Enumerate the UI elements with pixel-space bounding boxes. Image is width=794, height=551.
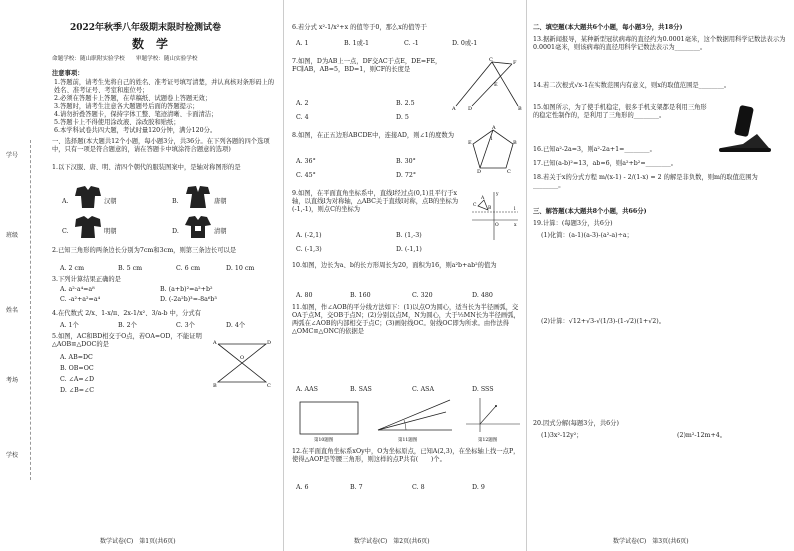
exam-page-1 — [0, 0, 283, 551]
phone-stand-icon — [713, 104, 777, 154]
binding-side-labels — [4, 150, 44, 470]
fig7-label: B — [518, 106, 522, 112]
q8-pentagon-figure — [470, 126, 516, 174]
fig5-label: C — [267, 383, 271, 389]
q7-option-a: A. 2 — [296, 100, 309, 107]
fig8-label: 1 — [490, 137, 493, 142]
q5-option-b: B. OB=OC — [60, 365, 94, 372]
fig9-label: l — [514, 207, 516, 212]
figure-caption: 第12题图 — [478, 438, 498, 443]
q2-option-a: A. 2 cm — [60, 265, 85, 272]
side-label-name: 姓名 — [6, 307, 19, 314]
q9-option-b: B. (1,-3) — [396, 232, 422, 239]
q1-option-c-label: 明朝 — [104, 228, 117, 235]
figure-caption: 第11题图 — [398, 438, 418, 443]
note-item: 6.本学科试卷共四大题，考试时量120分钟，满分120分。 — [54, 127, 217, 134]
section-1-heading: 一、选择题(本大题共12个小题，每小题3分，共36分。在下列各题的四个选项中，只有一项是符合题意的，请在答题卡中填涂符合题意的选项) — [52, 138, 270, 153]
q6-option-a: A. 1 — [296, 40, 309, 47]
fig8-label: D — [477, 169, 482, 175]
question-18: 18.若关于x的分式方程 m/(x-1) - 2/(1-x) = 2 的解是非负数，则m的取值范围为________。 — [533, 174, 758, 189]
q8-option-b: B. 30° — [396, 158, 416, 165]
q10-option-d: D. 480 — [472, 292, 493, 299]
fig7-label: A — [452, 106, 456, 112]
fig5-label: D — [267, 340, 272, 346]
q2-option-b: B. 5 cm — [118, 265, 143, 272]
fig5-label: A — [213, 340, 217, 346]
q11-option-b: B. SAS — [350, 386, 372, 393]
q5-option-d: D. ∠B=∠C — [60, 387, 95, 394]
question-12: 12.在平面直角坐标系xOy中，O为坐标原点，已知A(2,3)，在坐标轴上找一点P，使得△AOP是等腰三角形，则这样的点P共有( )个。 — [292, 448, 520, 463]
qing-robe-icon — [184, 214, 212, 240]
fig9-label: O — [495, 223, 499, 228]
question-14: 14.若二次根式√x-1在实数范围内有意义，则x的取值范围是________。 — [533, 82, 731, 89]
q5-option-a: A. AB=DC — [60, 354, 93, 361]
q9-option-d: D. (-1,1) — [396, 246, 422, 253]
ming-robe-icon — [74, 214, 102, 240]
q8-option-c: C. 45° — [296, 172, 316, 179]
question-10: 10.如图，边长为a、b的长方形周长为20，面积为16，则a²b+ab²的值为 — [292, 262, 497, 269]
fig7-label: E — [494, 82, 498, 88]
fig9-label: B — [488, 206, 492, 211]
question-20-part-1: (1)3x²-12y²； — [541, 432, 583, 439]
q8-option-d: D. 72° — [396, 172, 416, 179]
q3-option-b: B. (a+b)²=a²+b² — [160, 286, 213, 293]
note-item: 1.答题前，请考生先将自己的姓名、准考证号填写清楚，并认真核对条形码上的姓名、准考证号、考室和座位号； — [54, 79, 275, 94]
q4-option-a: A. 1个 — [60, 322, 79, 329]
q9-coordinate-figure — [470, 190, 520, 242]
question-20-part-2: (2)m²-12m+4。 — [677, 432, 727, 439]
q6-option-d: D. 0或-1 — [452, 40, 478, 47]
q3-option-d: D. (-2a²b)³=-8a⁶b³ — [160, 296, 217, 303]
q1-option-c-letter: C. — [62, 228, 69, 235]
q12-option-b: B. 7 — [350, 484, 363, 491]
exam-title: 2022年秋季八年级期末限时检测试卷 — [70, 23, 222, 33]
q1-option-d-letter: D. — [172, 228, 179, 235]
q12-option-a: A. 6 — [296, 484, 309, 491]
fig7-label: F — [513, 60, 517, 66]
question-16: 16.已知a²-2a=3，则a²-2a+1=________。 — [533, 146, 656, 153]
q11-angle-bisector-figure — [374, 396, 454, 442]
fig5-label: B — [213, 383, 217, 389]
page-3-footer: 数学试卷(C) 第3页(共6页) — [613, 538, 689, 545]
q4-option-d: D. 4个 — [226, 322, 246, 329]
fig8-label: A — [492, 125, 496, 131]
question-6: 6.若分式 x²-1/x²+x 的值等于0，那么x的值等于 — [292, 24, 427, 31]
q1-option-b-letter: B. — [172, 198, 179, 205]
q10-option-c: C. 320 — [412, 292, 433, 299]
section-3-heading: 三、解答题(本大题共8个小题，共66分) — [533, 208, 647, 215]
exam-page-3 — [526, 0, 794, 551]
fig8-label: B — [513, 140, 517, 146]
fig9-label: x — [514, 223, 517, 228]
q7-option-c: C. 4 — [296, 114, 309, 121]
question-1: 1.以下汉服、唐、明、清四个朝代的服装图案中，是轴对称图形的是 — [52, 164, 241, 171]
page-2-footer: 数学试卷(C) 第2页(共6页) — [354, 538, 430, 545]
q6-option-c: C. -1 — [404, 40, 419, 47]
fig9-label: y — [496, 192, 499, 197]
question-19-part-2: (2)计算：√12+√3-√(1/3)-(1-√2)(1+√2)。 — [541, 318, 666, 325]
side-label-student-id: 学号 — [6, 152, 19, 159]
q3-option-c: C. -a²+a²=a⁴ — [60, 296, 101, 303]
question-4: 4.在代数式 2/x、1-x/π、2x-1/x²、3/a-b 中，分式有 — [52, 310, 202, 317]
q1-option-d-label: 清朝 — [214, 228, 227, 235]
q2-option-c: C. 6 cm — [176, 265, 201, 272]
note-item: 4.请勿折叠答题卡，保持字体工整、笔迹清晰、卡面清洁； — [54, 111, 218, 118]
q10-option-b: B. 160 — [350, 292, 371, 299]
q11-option-d: D. SSS — [472, 386, 494, 393]
author-line: 命题学校：随山职附实验学校 审题学校：随山实验学校 — [52, 56, 198, 62]
side-label-school: 学校 — [6, 452, 19, 459]
q5-crossed-triangles-figure — [212, 338, 272, 388]
q9-option-a: A. (-2,1) — [296, 232, 322, 239]
han-robe-icon — [74, 184, 102, 210]
q6-option-b: B. 1或-1 — [344, 40, 370, 47]
q4-option-c: C. 3个 — [176, 322, 195, 329]
q1-option-b-label: 唐朝 — [214, 198, 227, 205]
question-17: 17.已知(a-b)²=13，ab=6，则a²+b²=________。 — [533, 160, 678, 167]
q1-option-a-letter: A. — [62, 198, 69, 205]
note-item: 5.答题卡上不得使用涂改液、涂改胶和贴纸； — [54, 119, 180, 126]
fig5-label: O — [240, 355, 245, 361]
section-2-heading: 二、填空题(本大题共6个小题，每小题3分，共18分) — [533, 24, 683, 31]
q2-option-d: D. 10 cm — [226, 265, 255, 272]
fig9-label: C — [473, 203, 477, 208]
q10-rectangle-figure — [296, 398, 362, 442]
subject-title: 数 学 — [132, 37, 169, 51]
q11-option-c: C. ASA — [412, 386, 435, 393]
fig9-label: A — [481, 196, 485, 201]
fig8-label: E — [468, 140, 472, 146]
q3-option-a: A. a²·a⁴=a⁸ — [60, 286, 95, 293]
figure-caption: 第10题图 — [314, 438, 334, 443]
question-13: 13.据新闻报导，某种新型冠状病毒的直径约为0.0001毫米，这个数据用科学记数法表示为0.0001毫米，则该病毒的直径用科学记数法表示为________。 — [533, 36, 786, 51]
q7-option-b: B. 2.5 — [396, 100, 415, 107]
notes-title: 注意事项： — [52, 70, 84, 77]
question-7: 7.如图，D为AB上一点，DF交AC于点E，DE=FE，FC∥AB，AB=5，BD=1，则CF的长度是 — [292, 58, 442, 73]
fig7-label: C — [489, 57, 493, 63]
note-item: 3.答题时，请考生注意各大题题号后面的答题提示； — [54, 103, 199, 110]
note-item: 2.必须在答题卡上答题，在草稿纸、试题卷上答题无效； — [54, 95, 212, 102]
question-19: 19.计算：(每题3分，共6分) — [533, 220, 613, 227]
q5-option-c: C. ∠A=∠D — [60, 376, 95, 383]
q1-option-a-label: 汉朝 — [104, 198, 117, 205]
question-3: 3.下列计算结果正确的是 — [52, 276, 121, 283]
question-11: 11.如图，作∠AOB的平分线方法如下：(1)以点O为圆心，适当长为半径画弧，交OA于点M，交OB于点N；(2)分别以点M，N为圆心，大于½MN长为半径画弧，两弧在∠AOB的内部相交于点C；(3)画射线OC。射线OC即为所求。由作法得△OMC≌△ONC的依据是 — [292, 304, 520, 335]
side-label-exam-room: 考场 — [6, 377, 19, 384]
exam-page-2 — [283, 0, 526, 551]
question-5: 5.如图，AC和BD相交于O点，若OA=OD，不能证明△AOB≌△DOC的是 — [52, 333, 202, 348]
q11-option-a: A. AAS — [296, 386, 318, 393]
q12-option-c: C. 8 — [412, 484, 425, 491]
question-9: 9.如图，在平面直角坐标系中，直线l经过点(0,1)且平行于x轴，以直线l为对称轴，△ABC关于直线l对称，点B的坐标为(-1,-1)，则点C的坐标为 — [292, 190, 459, 213]
q10-option-a: A. 80 — [296, 292, 313, 299]
side-label-class: 班级 — [6, 232, 19, 239]
q12-option-d: D. 9 — [472, 484, 485, 491]
q7-option-d: D. 5 — [396, 114, 409, 121]
page-1-footer: 数学试卷(C) 第1页(共6页) — [100, 538, 176, 545]
fig8-label: C — [507, 169, 511, 175]
q12-coordinate-figure — [464, 396, 522, 442]
fig7-label: D — [468, 106, 473, 112]
q8-option-a: A. 36° — [296, 158, 316, 165]
question-2: 2.已知三角形的两条边长分别为7cm和3cm，则第三条边长可以是 — [52, 247, 237, 254]
tang-robe-icon — [184, 184, 212, 210]
question-20: 20.因式分解(每题3分，共6分) — [533, 420, 619, 427]
q4-option-b: B. 2个 — [118, 322, 137, 329]
q7-triangle-figure — [452, 58, 522, 110]
q9-option-c: C. (-1,3) — [296, 246, 322, 253]
question-15: 15.如图所示，为了使手机稳定，很多手机支架都是利用三角形的稳定性制作的，是利用了三角形的________。 — [533, 104, 707, 119]
question-19-part-1: (1)化简：(a-1)(a-3)-(a²-a)÷a； — [541, 232, 633, 239]
question-8: 8.如图，在正五边形ABCDE中，连接AD，则∠1的度数为 — [292, 132, 454, 139]
